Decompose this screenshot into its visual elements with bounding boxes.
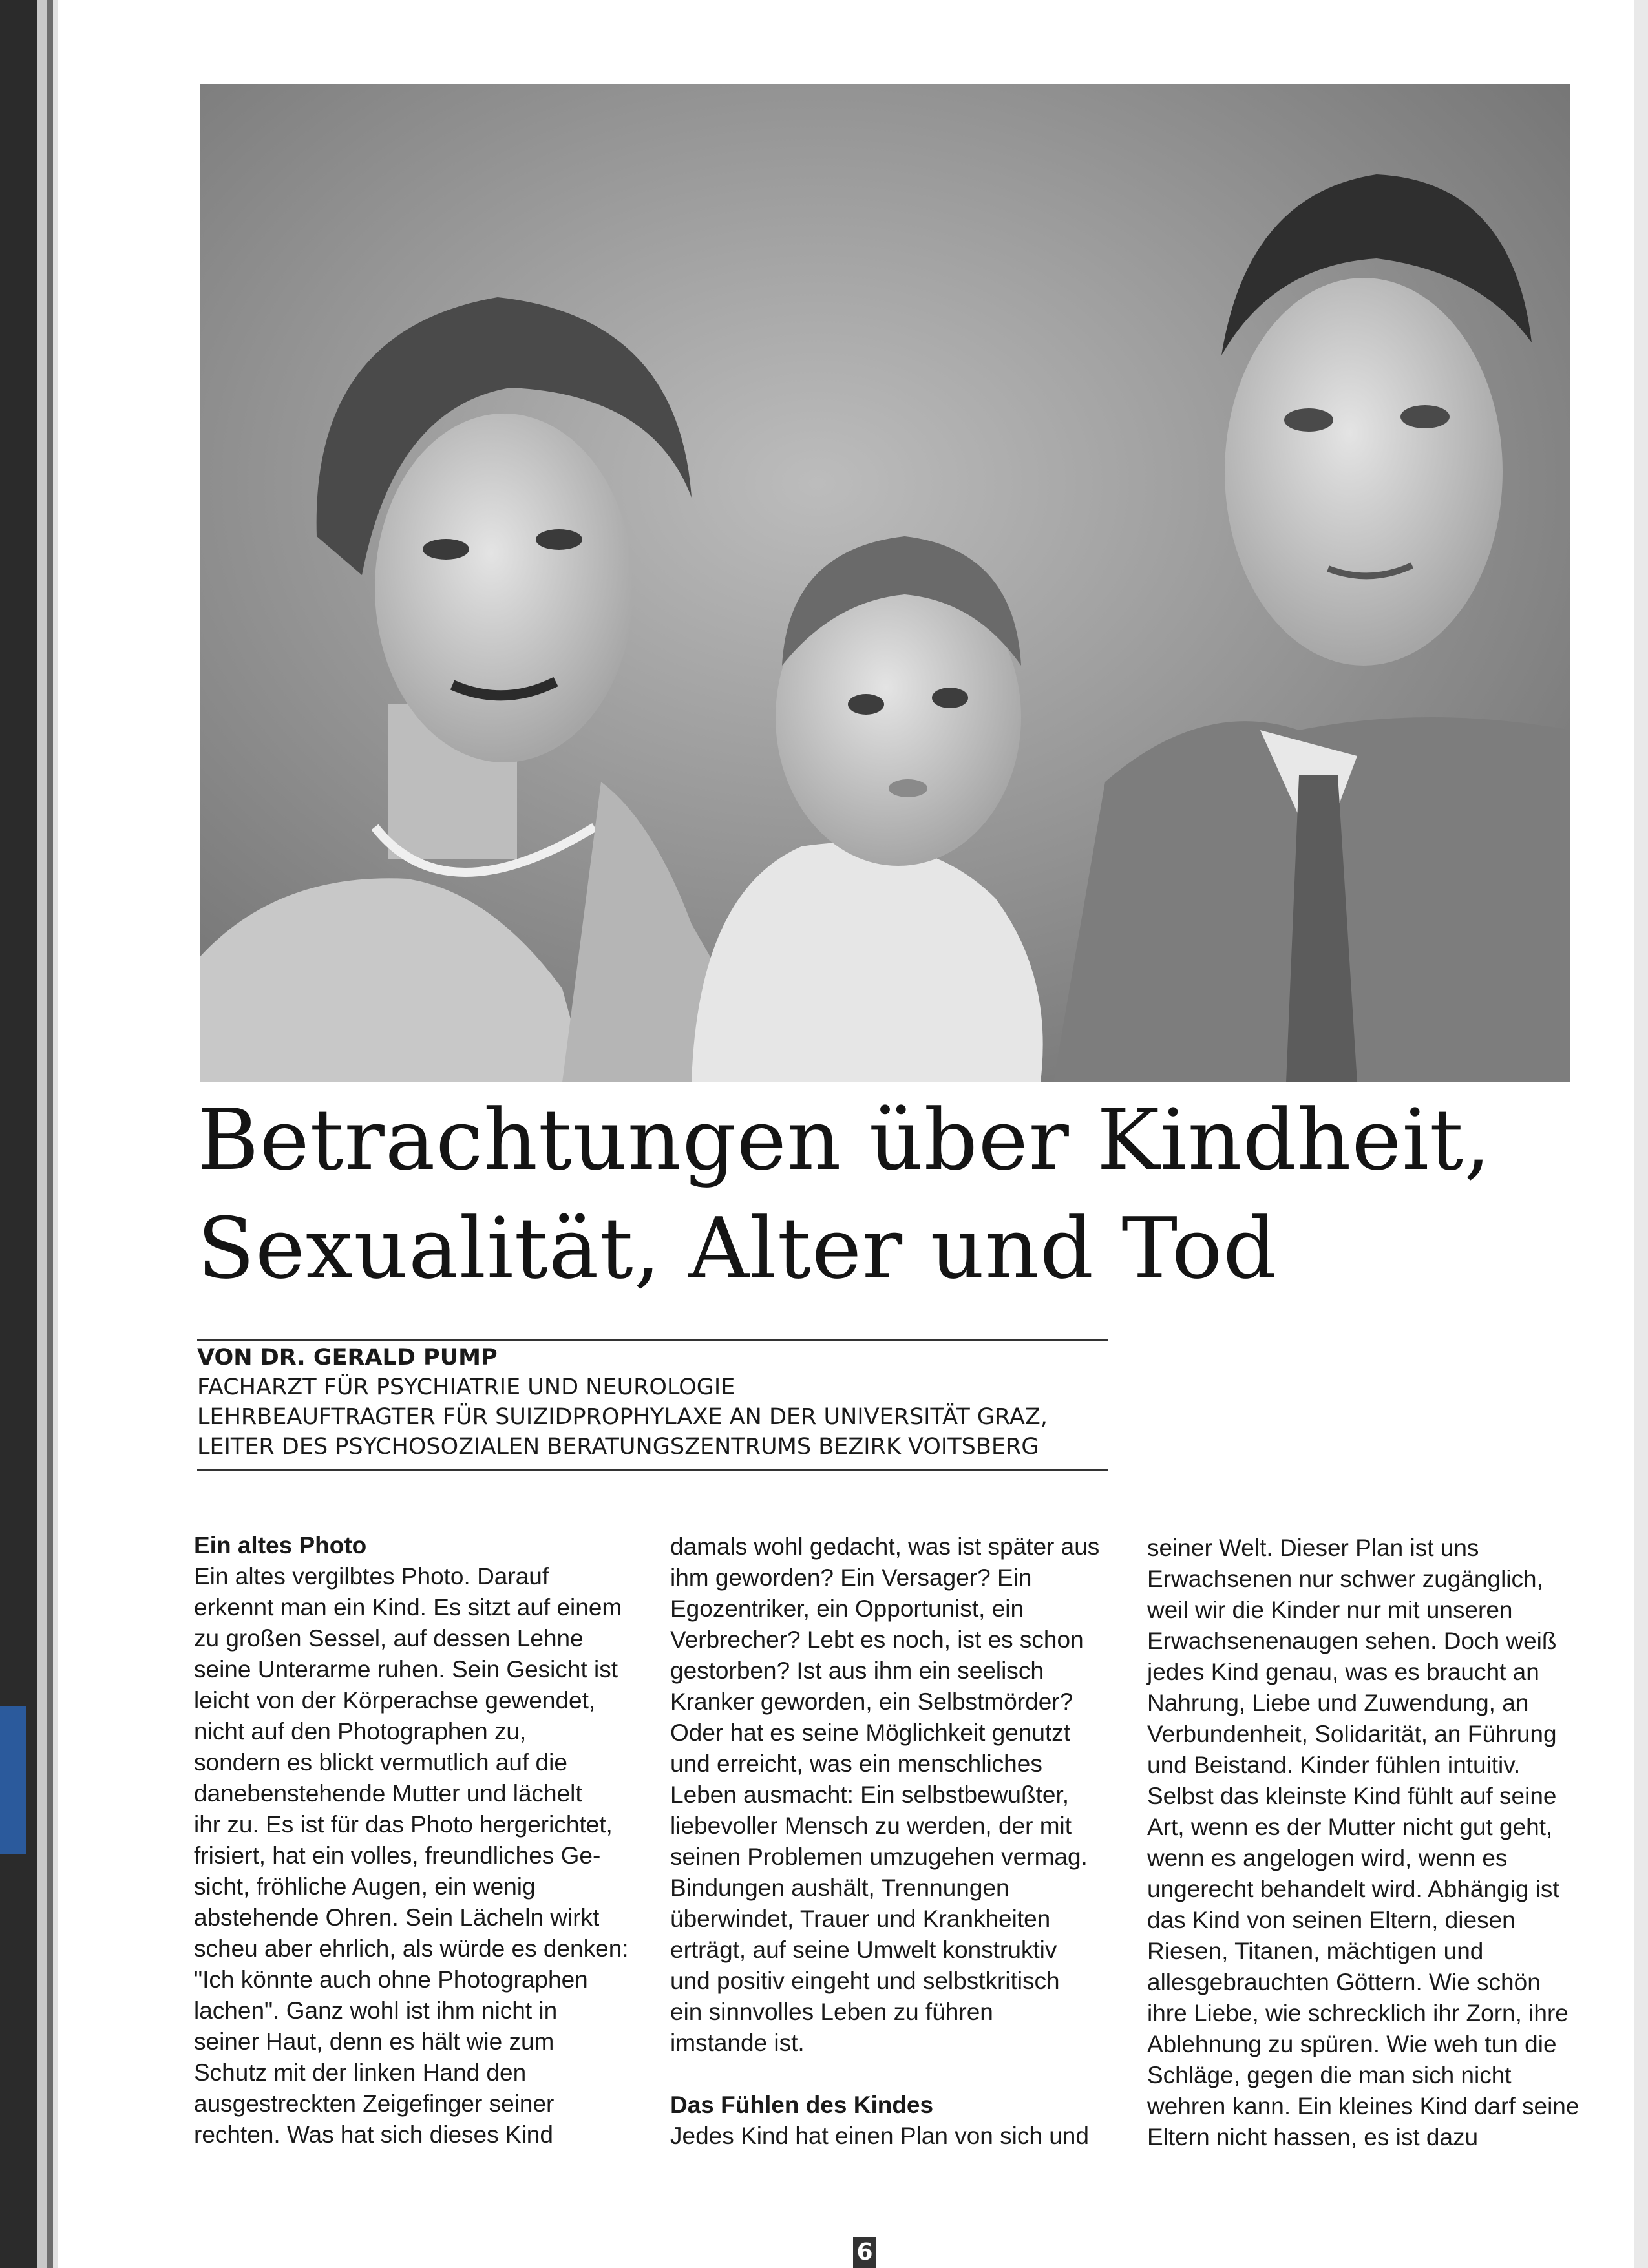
body-line: sondern es blickt vermutlich auf die xyxy=(194,1749,567,1776)
body-line: Ablehnung zu spüren. Wie weh tun die xyxy=(1147,2031,1557,2057)
byline-top-rule xyxy=(197,1339,1108,1341)
body-line: Eltern nicht hassen, es ist dazu xyxy=(1147,2124,1479,2150)
scan-edge-stripe xyxy=(47,0,53,2268)
body-line: ihre Liebe, wie schrecklich ihr Zorn, ihre xyxy=(1147,2000,1569,2026)
body-line: Nahrung, Liebe und Zuwendung, an xyxy=(1147,1690,1529,1716)
body-line: ausgestreckten Zeigefinger seiner xyxy=(194,2090,555,2117)
body-line: ihm geworden? Ein Versager? Ein xyxy=(670,1564,1032,1591)
body-line: Leben ausmacht: Ein selbstbewußter, xyxy=(670,1781,1070,1808)
body-line: rechten. Was hat sich dieses Kind xyxy=(194,2121,553,2148)
body-line: seinen Problemen umzugehen vermag. xyxy=(670,1843,1088,1870)
scan-edge-right xyxy=(1634,0,1648,2268)
section-heading: Das Fühlen des Kindes xyxy=(670,2092,934,2118)
body-line: imstande ist. xyxy=(670,2030,805,2056)
scan-edge-stripe xyxy=(37,0,47,2268)
body-line: Schutz mit der linken Hand den xyxy=(194,2059,527,2086)
body-line: danebenstehende Mutter und lächelt xyxy=(194,1780,582,1807)
byline-line: LEITER DES PSYCHOSOZIALEN BERATUNGSZENTRUMS BEZIRK VOITSBERG xyxy=(197,1434,1039,1460)
body-line: seiner Welt. Dieser Plan ist uns xyxy=(1147,1535,1479,1561)
body-line: Bindungen aushält, Trennungen xyxy=(670,1874,1009,1901)
body-line: Riesen, Titanen, mächtigen und xyxy=(1147,1938,1484,1964)
body-line: allesgebrauchten Göttern. Wie schön xyxy=(1147,1969,1541,1995)
byline xyxy=(197,1343,1115,1462)
paragraph-gap xyxy=(670,2059,1116,2090)
scan-edge-dark xyxy=(0,0,37,2268)
body-line: Jedes Kind hat einen Plan von sich und xyxy=(670,2123,1089,2149)
body-line: gestorben? Ist aus ihm ein seelisch xyxy=(670,1657,1044,1684)
headline-line-2: Sexualität, Alter und Tod xyxy=(197,1199,1278,1297)
body-line: seiner Haut, denn es hält wie zum xyxy=(194,2028,555,2055)
scan-edge-color-mark xyxy=(0,1706,26,1854)
body-line: Verbundenheit, Solidarität, an Führung xyxy=(1147,1721,1557,1747)
byline-author: VON DR. GERALD PUMP xyxy=(197,1345,498,1370)
body-line: "Ich könnte auch ohne Photographen xyxy=(194,1966,588,1993)
body-line: Oder hat es seine Möglichkeit genutzt xyxy=(670,1719,1071,1746)
body-line: und erreicht, was ein menschliches xyxy=(670,1750,1042,1777)
body-line: wehren kann. Ein kleines Kind darf seine xyxy=(1147,2093,1579,2119)
body-line: Kranker geworden, ein Selbstmörder? xyxy=(670,1688,1073,1715)
body-line: und positiv eingeht und selbstkritisch xyxy=(670,1968,1060,1994)
body-line: und Beistand. Kinder fühlen intuitiv. xyxy=(1147,1752,1521,1778)
byline-bottom-rule xyxy=(197,1469,1108,1471)
body-line: Art, wenn es der Mutter nicht gut geht, xyxy=(1147,1814,1553,1840)
body-line: Erwachsenen nur schwer zugänglich, xyxy=(1147,1566,1543,1592)
body-line: Verbrecher? Lebt es noch, ist es schon xyxy=(670,1626,1084,1653)
byline-line: FACHARZT FÜR PSYCHIATRIE UND NEUROLOGIE xyxy=(197,1374,735,1400)
article-headline xyxy=(197,1086,1587,1303)
article-column-1 xyxy=(194,1530,640,2150)
body-line: leicht von der Körperachse gewendet, xyxy=(194,1687,596,1714)
body-line: jedes Kind genau, was es braucht an xyxy=(1147,1659,1539,1685)
body-line: zu großen Sessel, auf dessen Lehne xyxy=(194,1625,584,1652)
body-line: Egozentriker, ein Opportunist, ein xyxy=(670,1595,1024,1622)
body-line: Ein altes vergilbtes Photo. Darauf xyxy=(194,1563,549,1590)
byline-line: LEHRBEAUFTRAGTER FÜR SUIZIDPROPHYLAXE AN DER UNIVERSITÄT GRAZ, xyxy=(197,1404,1048,1430)
page-number: 6 xyxy=(853,2237,876,2268)
headline-line-1: Betrachtungen über Kindheit, xyxy=(197,1091,1492,1189)
article-column-2 xyxy=(670,1531,1116,2152)
body-line: Erwachsenenaugen sehen. Doch weiß xyxy=(1147,1628,1557,1654)
article-column-3 xyxy=(1147,1533,1593,2153)
scan-edge-stripe xyxy=(53,0,58,2268)
body-line: Selbst das kleinste Kind fühlt auf seine xyxy=(1147,1783,1557,1809)
body-line: frisiert, hat ein volles, freundliches Ge- xyxy=(194,1842,601,1869)
body-line: lachen". Ganz wohl ist ihm nicht in xyxy=(194,1997,558,2024)
body-line: damals wohl gedacht, was ist später aus xyxy=(670,1533,1100,1560)
body-line: das Kind von seinen Eltern, diesen xyxy=(1147,1907,1516,1933)
body-line: sicht, fröhliche Augen, ein wenig xyxy=(194,1873,536,1900)
body-line: erträgt, auf seine Umwelt konstruktiv xyxy=(670,1937,1057,1963)
body-line: ihr zu. Es ist für das Photo hergerichtet, xyxy=(194,1811,613,1838)
body-line: wenn es angelogen wird, wenn es xyxy=(1147,1845,1508,1871)
body-line: liebevoller Mensch zu werden, der mit xyxy=(670,1812,1072,1839)
body-line: abstehende Ohren. Sein Lächeln wirkt xyxy=(194,1904,600,1931)
body-line: ungerecht behandelt wird. Abhängig ist xyxy=(1147,1876,1559,1902)
body-line: Schläge, gegen die man sich nicht xyxy=(1147,2062,1512,2088)
section-heading: Ein altes Photo xyxy=(194,1532,367,1559)
body-line: erkennt man ein Kind. Es sitzt auf einem xyxy=(194,1594,622,1621)
body-line: ein sinnvolles Leben zu führen xyxy=(670,1999,993,2025)
body-line: seine Unterarme ruhen. Sein Gesicht ist xyxy=(194,1656,618,1683)
body-line: überwindet, Trauer und Krankheiten xyxy=(670,1906,1051,1932)
family-portrait-photo xyxy=(200,84,1570,1082)
body-line: nicht auf den Photographen zu, xyxy=(194,1718,527,1745)
body-line: weil wir die Kinder nur mit unseren xyxy=(1147,1597,1513,1623)
body-line: scheu aber ehrlich, als würde es denken: xyxy=(194,1935,629,1962)
